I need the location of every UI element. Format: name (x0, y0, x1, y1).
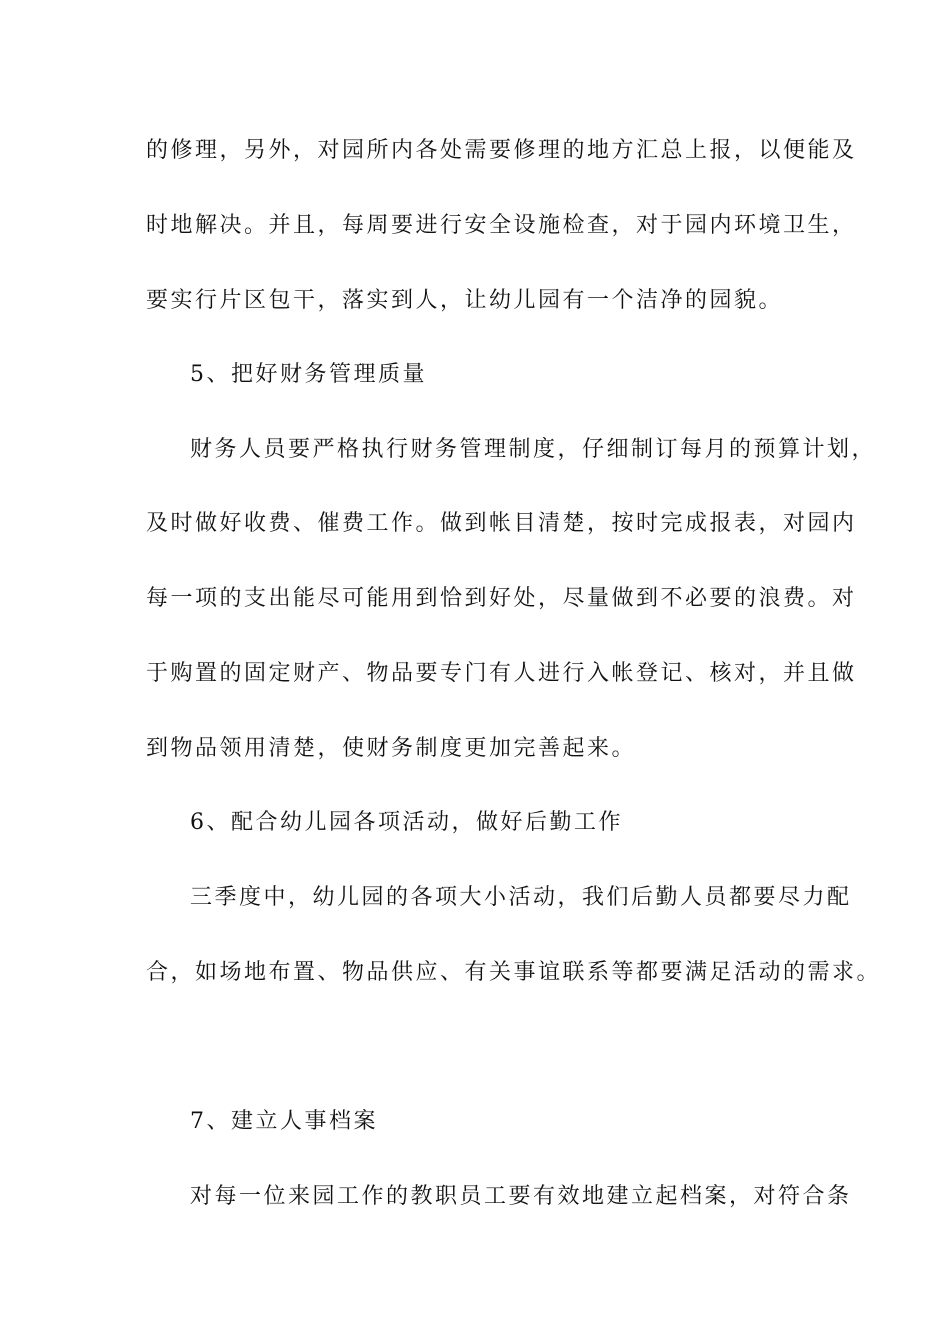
paragraph-line: 财务人员要严格执行财务管理制度，仔细制订每月的预算计划， (190, 437, 877, 462)
paragraph-line: 时地解决。并且，每周要进行安全设施检查，对于园内环境卫生， (146, 213, 857, 238)
section-heading-7: 7、建立人事档案 (190, 1109, 378, 1134)
paragraph-line: 到物品领用清楚，使财务制度更加完善起来。 (146, 736, 637, 761)
paragraph-line: 要实行片区包干，落实到人，让幼儿园有一个洁净的园貌。 (146, 288, 784, 313)
paragraph-line: 三季度中，幼儿园的各项大小活动，我们后勤人员都要尽力配 (190, 885, 852, 910)
paragraph-line: 每一项的支出能尽可能用到恰到好处，尽量做到不必要的浪费。对 (146, 586, 857, 611)
paragraph-line: 合，如场地布置、物品供应、有关事谊联系等都要满足活动的需求。 (146, 960, 882, 985)
paragraph-line: 于购置的固定财产、物品要专门有人进行入帐登记、核对，并且做 (146, 661, 857, 686)
paragraph-line: 的修理，另外，对园所内各处需要修理的地方汇总上报，以便能及 (146, 138, 857, 163)
section-heading-5: 5、把好财务管理质量 (190, 362, 427, 387)
paragraph-line: 对每一位来园工作的教职员工要有效地建立起档案，对符合条 (190, 1184, 852, 1209)
paragraph-line: 及时做好收费、催费工作。做到帐目清楚，按时完成报表，对园内 (146, 511, 857, 536)
section-heading-6: 6、配合幼儿园各项活动，做好后勤工作 (190, 810, 623, 835)
